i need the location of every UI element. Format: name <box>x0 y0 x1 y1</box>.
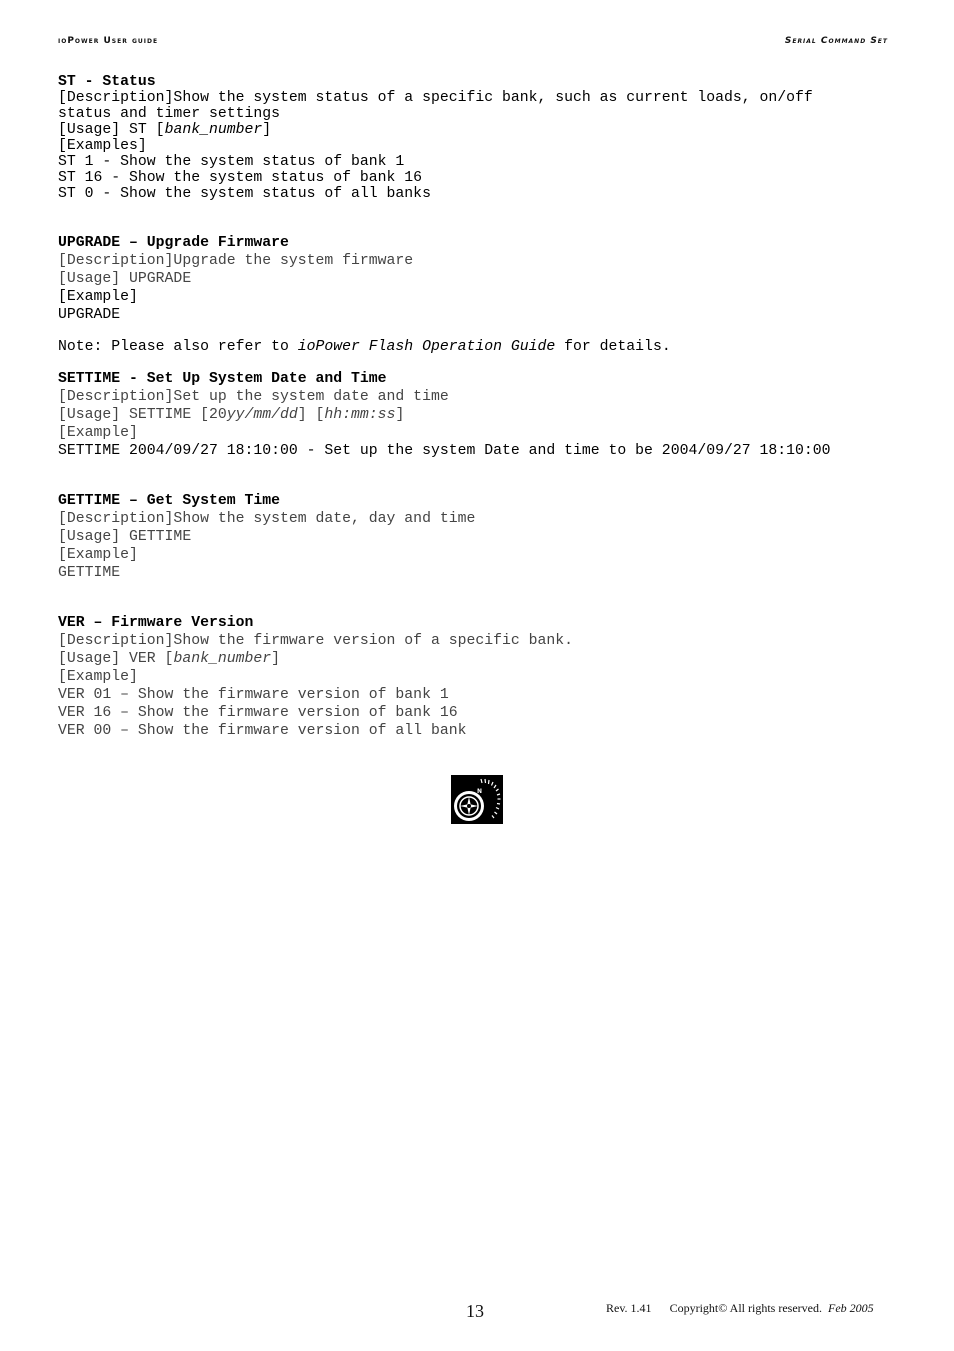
description-line: status and timer settings <box>58 106 280 122</box>
example-line: ST 1 - Show the system status of bank 1 <box>58 154 405 170</box>
usage-line: [Usage] UPGRADE <box>58 271 192 287</box>
usage-prefix: [Usage] VER [ <box>58 651 174 667</box>
section-title: UPGRADE – Upgrade Firmware <box>58 235 289 251</box>
example-label: [Example] <box>58 289 138 305</box>
usage-line <box>58 650 908 668</box>
note-suffix: for details. <box>555 339 671 355</box>
document-body <box>58 74 908 740</box>
usage-suffix: ] <box>395 407 405 423</box>
example-label: [Example] <box>58 669 138 685</box>
description-line: [Description]Show the system status of a specific bank, such as current loads, on/off <box>58 90 813 106</box>
section-settime <box>58 370 908 460</box>
usage-prefix: [Usage] ST [ <box>58 122 165 138</box>
example-line: VER 00 – Show the firmware version of all bank <box>58 723 467 739</box>
header-right: Serial Command Set <box>784 36 888 46</box>
example-line: ST 0 - Show the system status of all banks <box>58 186 431 202</box>
note-prefix: Note: Please also refer to <box>58 339 298 355</box>
section-title: SETTIME - Set Up System Date and Time <box>58 371 387 387</box>
revision-label: Rev. 1.41 <box>606 1301 652 1315</box>
example-line: SETTIME 2004/09/27 18:10:00 - Set up the system Date and time to be 2004/09/27 18:10:00 <box>58 443 831 459</box>
example-line: VER 16 – Show the firmware version of bank 16 <box>58 705 458 721</box>
footer-date: Feb 2005 <box>828 1301 874 1315</box>
usage-mid: ] [ <box>297 407 325 423</box>
example-line: UPGRADE <box>58 307 121 323</box>
usage-suffix: ] <box>262 122 272 138</box>
example-line: VER 01 – Show the firmware version of bank 1 <box>58 687 449 703</box>
example-label: [Example] <box>58 547 138 563</box>
description-line: [Description]Show the firmware version of a specific bank. <box>58 633 574 649</box>
footer-revision <box>606 1301 874 1316</box>
usage-time-param: hh:mm:ss <box>324 407 396 423</box>
example-line: ST 16 - Show the system status of bank 16 <box>58 170 423 186</box>
compass-logo-icon <box>451 775 503 824</box>
section-title: GETTIME – Get System Time <box>58 493 280 509</box>
usage-line: [Usage] GETTIME <box>58 529 192 545</box>
section-title: ST - Status <box>58 74 156 90</box>
description-line: [Description]Upgrade the system firmware <box>58 253 414 269</box>
usage-param: bank_number <box>164 122 263 138</box>
description-line: [Description]Show the system date, day and time <box>58 511 476 527</box>
note-guide-title: ioPower Flash Operation Guide <box>297 339 556 355</box>
section-st <box>58 74 908 202</box>
description-line: [Description]Set up the system date and time <box>58 389 449 405</box>
usage-line <box>58 406 908 424</box>
header-left: ioPower User guide <box>58 36 159 46</box>
svg-text:N: N <box>477 788 483 795</box>
usage-prefix: [Usage] SETTIME [20 <box>58 407 227 423</box>
section-upgrade <box>58 234 908 356</box>
copyright-text: Copyright© All rights reserved. <box>669 1301 822 1315</box>
page-number: 13 <box>466 1301 484 1321</box>
section-title: VER – Firmware Version <box>58 615 254 631</box>
example-label: [Example] <box>58 425 138 441</box>
example-line: GETTIME <box>58 565 121 581</box>
section-ver <box>58 614 908 740</box>
note-line <box>58 338 908 356</box>
section-gettime <box>58 492 908 582</box>
examples-label: [Examples] <box>58 138 147 154</box>
usage-param: bank_number <box>173 651 272 667</box>
usage-line <box>58 122 908 138</box>
usage-date-param: yy/mm/dd <box>226 407 298 423</box>
usage-suffix: ] <box>271 651 281 667</box>
